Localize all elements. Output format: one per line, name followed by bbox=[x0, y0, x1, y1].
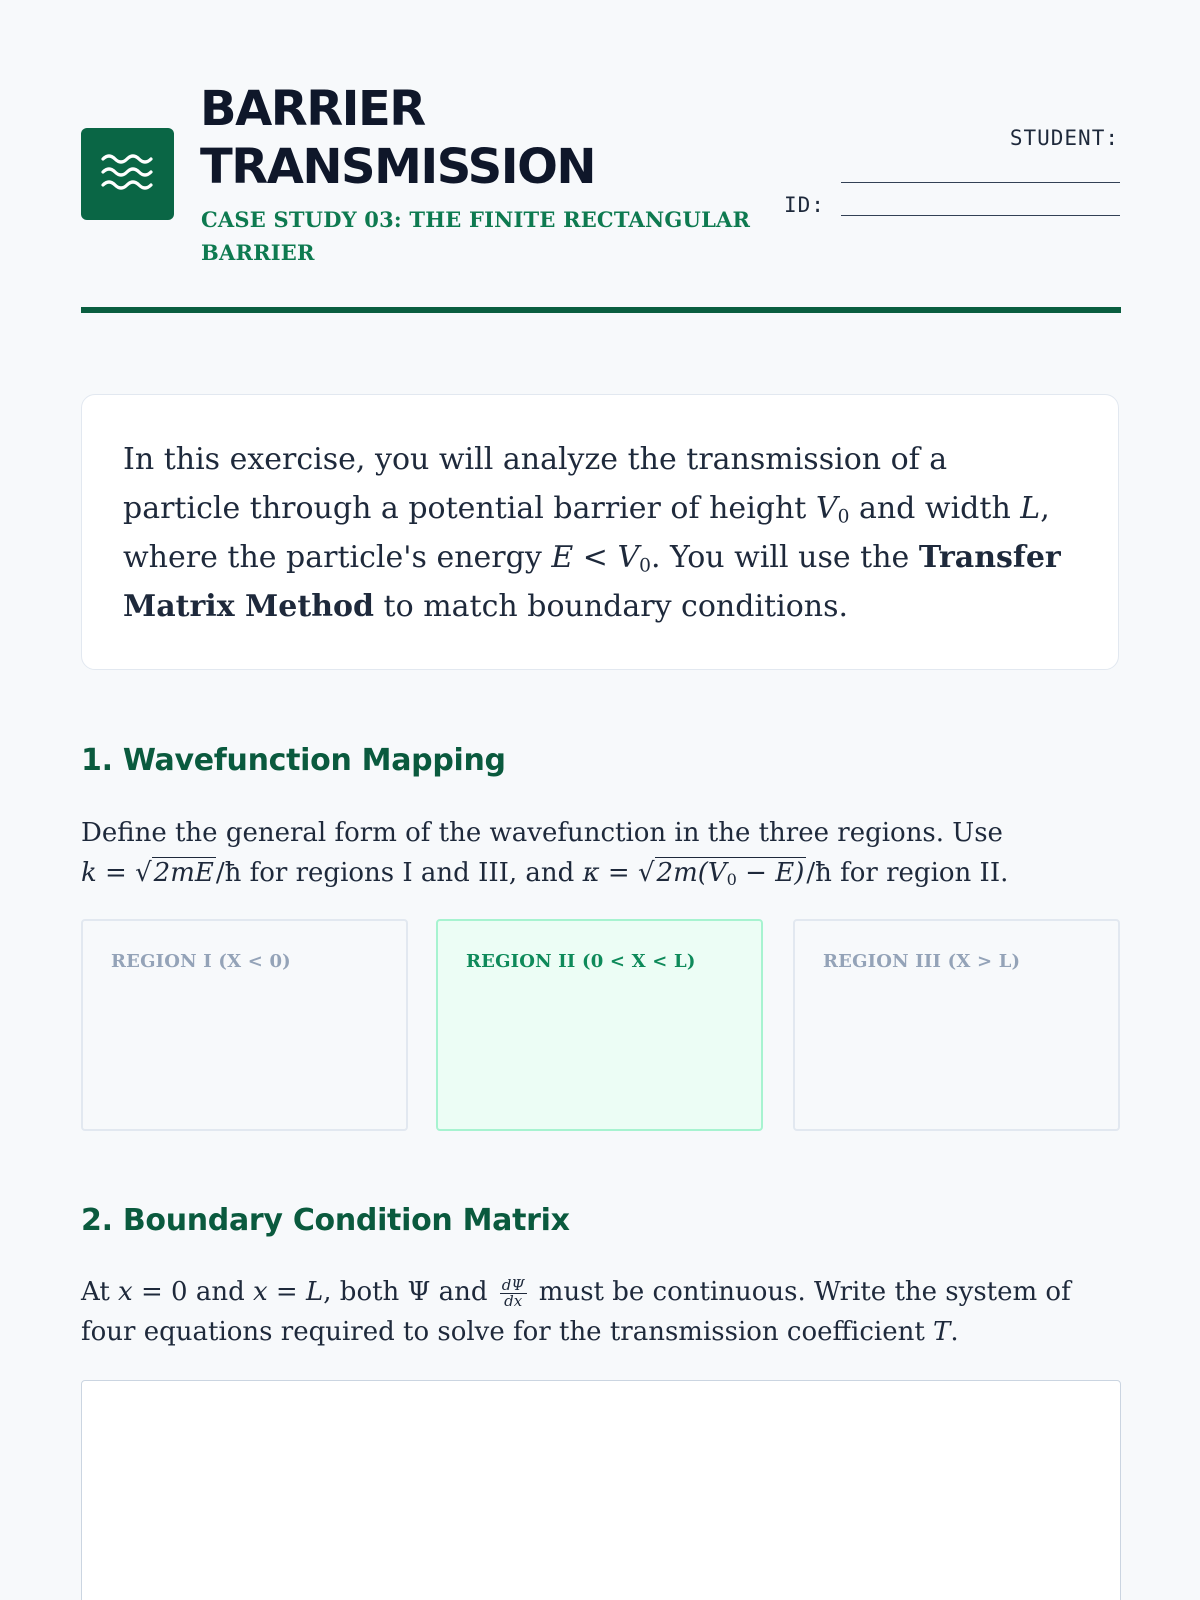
math-v0-b: $V_0$ bbox=[617, 540, 651, 577]
region-2-answer-box[interactable] bbox=[436, 919, 763, 1131]
student-name-field[interactable] bbox=[841, 182, 1120, 183]
s2-text-2: , both Ψ and bbox=[323, 1277, 496, 1307]
math-kappa: κ bbox=[582, 858, 600, 888]
math-x-2: x bbox=[253, 1277, 268, 1307]
math-hbar-2: /ħ bbox=[806, 858, 832, 888]
title-line-2: TRANSMISSION bbox=[200, 139, 596, 195]
waves-icon bbox=[81, 128, 174, 220]
region-2-label: REGION II (0 < X < L) bbox=[466, 951, 696, 972]
math-E: E bbox=[551, 540, 574, 575]
s2-and: and bbox=[187, 1277, 253, 1307]
student-label: STUDENT: bbox=[1009, 126, 1119, 150]
math-x: x bbox=[118, 1277, 133, 1307]
header-divider bbox=[81, 307, 1121, 313]
section-2-heading: 2. Boundary Condition Matrix bbox=[81, 1203, 570, 1238]
intro-bold-method: Transfer Matrix Method bbox=[123, 540, 1061, 624]
region-1-label: REGION I (X < 0) bbox=[111, 951, 291, 972]
id-label: ID: bbox=[784, 193, 825, 217]
sqrt-2mE: √2mE bbox=[135, 858, 214, 888]
sqrt-kappa: $√2m(V_0 - E)$ bbox=[637, 858, 805, 890]
intro-text-3: , where the particle's energy bbox=[123, 491, 1050, 575]
s2-text-1: At bbox=[81, 1277, 119, 1307]
math-T: T bbox=[933, 1317, 951, 1347]
region-3-answer-box[interactable] bbox=[793, 919, 1120, 1131]
section-2-instructions bbox=[81, 1272, 1131, 1352]
s1-text-b: for regions I and III, and bbox=[241, 858, 583, 888]
page-subtitle: CASE STUDY 03: THE FINITE RECTANGULAR BARRIER bbox=[201, 207, 751, 265]
math-eq-2: = bbox=[599, 858, 638, 888]
s1-text-a: Define the general form of the wavefunction in the three regions. Use bbox=[81, 818, 1003, 848]
intro-card bbox=[81, 394, 1119, 670]
math-eq-0: = 0 bbox=[132, 1277, 188, 1307]
logo-badge bbox=[81, 128, 174, 220]
region-3-label: REGION III (X > L) bbox=[823, 951, 1021, 972]
s2-text-4: . bbox=[950, 1317, 959, 1347]
math-v0: $V_0$ bbox=[815, 491, 850, 528]
math-eq: = bbox=[96, 858, 136, 888]
title-line-1: BARRIER bbox=[200, 81, 425, 137]
intro-text-1: In this exercise, you will analyze the transmission of a particle through a potential barrier of height bbox=[123, 442, 948, 526]
dpsi-dx-fraction: $\frac{d\Psi}{dx}$ bbox=[501, 1275, 525, 1310]
page-title bbox=[200, 80, 760, 196]
section-1-heading: 1. Wavefunction Mapping bbox=[81, 743, 506, 778]
math-lt: < bbox=[573, 540, 618, 575]
student-id-field[interactable] bbox=[841, 215, 1120, 216]
intro-paragraph bbox=[123, 435, 1063, 631]
section-1-instructions bbox=[81, 813, 1131, 893]
math-L-2: L bbox=[306, 1277, 324, 1307]
math-hbar: /ħ bbox=[215, 858, 242, 888]
intro-text-2: and width bbox=[849, 491, 1021, 526]
s1-text-c: for region II. bbox=[831, 858, 1009, 888]
region-1-answer-box[interactable] bbox=[81, 919, 408, 1131]
boundary-conditions-answer-box[interactable] bbox=[81, 1380, 1121, 1600]
intro-text-4: . You will use the bbox=[650, 540, 919, 575]
math-k: k bbox=[81, 858, 97, 888]
math-L: L bbox=[1020, 491, 1041, 526]
s2-text-3: must be continuous. Write the system of four equations required to solve for the transmission coefficient bbox=[81, 1277, 1071, 1347]
math-eq-L: = bbox=[267, 1277, 306, 1307]
intro-text-5: to match boundary conditions. bbox=[374, 589, 849, 624]
